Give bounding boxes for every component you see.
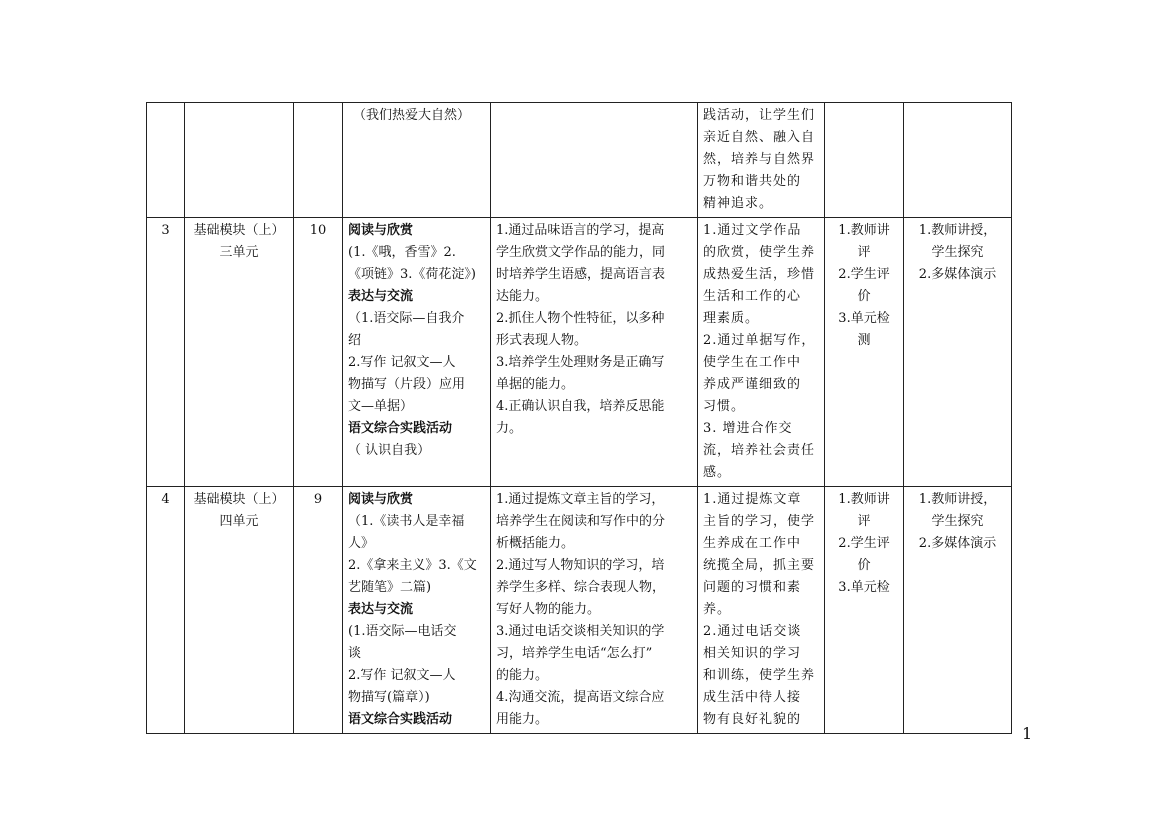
text-line: 基础模块（上） [193, 492, 285, 507]
text-line: 1.教师讲 [838, 492, 890, 507]
text-line: 2.多媒体演示 [918, 267, 997, 282]
text-line: 亲近自然、融入自 [703, 130, 816, 145]
text-line: 统揽全局，抓主要 [703, 558, 816, 573]
text-line: (1.语交际—电话交 [348, 624, 457, 639]
unit-number-cell: 3 [147, 218, 185, 487]
text-line: 养学生多样、综合表现人物， [496, 580, 666, 595]
text-line: 然，培养与自然界 [703, 152, 816, 167]
text-line: 1.教师讲 [838, 223, 890, 238]
text-line: 习，培养学生电话“怎么打” [496, 646, 653, 661]
text-line: 表达与交流 [348, 289, 414, 304]
text-line: 2.学生评 [838, 536, 890, 551]
text-line: 理素质。 [703, 311, 760, 326]
text-line: 物描写（片段）应用 [348, 377, 466, 392]
text-line: 评 [857, 245, 871, 260]
text-line: 2.通过写人物知识的学习，培 [496, 558, 665, 573]
text-line: 力。 [496, 421, 523, 436]
text-line: 成生活中待人接 [703, 690, 802, 705]
text-line: 2.《拿来主义》3.《文 [348, 558, 477, 573]
text-line: 艺随笔》二篇) [348, 580, 432, 595]
quality-goal-cell [698, 218, 825, 487]
text-line: 2.通过电话交谈 [703, 624, 802, 639]
teaching-methods-cell [904, 218, 1012, 487]
text-line: 3.培养学生处理财务是正确写 [496, 355, 665, 370]
text-line: 四单元 [219, 514, 259, 529]
text-line: 培养学生在阅读和写作中的分 [496, 514, 666, 529]
text-line: 用能力。 [496, 712, 549, 727]
hours-cell: 9 [294, 487, 343, 734]
text-line: （我们热爱大自然） [353, 108, 471, 123]
text-line: (1.《哦，香雪》2. [348, 245, 456, 260]
ability-goal-cell [491, 487, 698, 734]
table-row [147, 487, 1012, 734]
ability-goal-cell [491, 103, 698, 218]
content-cell [343, 103, 491, 218]
text-line: 物有良好礼貌的 [703, 712, 802, 727]
text-line: 人》 [348, 536, 375, 551]
text-line: 1.通过提炼文章 [703, 492, 802, 507]
page-number: 1 [1022, 724, 1033, 743]
text-line: （1.《读书人是幸福 [348, 514, 465, 529]
text-line: 生活和工作的心 [703, 289, 802, 304]
text-line: 价 [857, 289, 871, 304]
text-line: 阅读与欣赏 [348, 223, 414, 238]
text-line: 绍 [348, 333, 362, 348]
text-line: 形式表现人物。 [496, 333, 588, 348]
text-line: 写好人物的能力。 [496, 602, 601, 617]
text-line: 三单元 [219, 245, 259, 260]
text-line: 万物和谐共处的 [703, 174, 802, 189]
text-line: 3.单元检 [838, 311, 890, 326]
text-line: 4.正确认识自我，培养反思能 [496, 399, 665, 414]
table-row [147, 103, 1012, 218]
text-line: 基础模块（上） [193, 223, 285, 238]
unit-number-cell [147, 103, 185, 218]
text-line: 3.通过电话交谈相关知识的学 [496, 624, 665, 639]
text-line: 1.教师讲授， [918, 492, 997, 507]
text-line: 语文综合实践活动 [348, 712, 453, 727]
text-line: 析概括能力。 [496, 536, 575, 551]
text-line: 践活动，让学生们 [703, 108, 816, 123]
text-line: 4.沟通交流，提高语文综合应 [496, 690, 665, 705]
text-line: 测 [857, 333, 871, 348]
text-line: 语文综合实践活动 [348, 421, 453, 436]
text-line: 习惯。 [703, 399, 746, 414]
text-line: 表达与交流 [348, 602, 414, 617]
text-line: 学生探究 [931, 514, 984, 529]
text-line: （1.语交际—自我介 [348, 311, 465, 326]
evaluation-cell [825, 103, 904, 218]
table-row [147, 218, 1012, 487]
text-line: 谈 [348, 646, 362, 661]
text-line: 2.通过单据写作， [703, 333, 816, 348]
text-line: 养成严谨细致的 [703, 377, 802, 392]
text-line: 学生欣赏文学作品的能力，同 [496, 245, 666, 260]
hours-cell: 10 [294, 218, 343, 487]
hours-cell [294, 103, 343, 218]
text-line: 2.写作 记叙文—人 [348, 355, 456, 370]
text-line: 文—单据） [348, 399, 414, 414]
ability-goal-cell [491, 218, 698, 487]
module-cell [185, 487, 294, 734]
text-line: 主旨的学习，使学 [703, 514, 816, 529]
course-plan-table [146, 102, 1012, 734]
evaluation-cell [825, 487, 904, 734]
text-line: 相关知识的学习 [703, 646, 802, 661]
text-line: 问题的习惯和素 [703, 580, 802, 595]
text-line: 流，培养社会责任 [703, 443, 816, 458]
text-line: 成热爱生活，珍惜 [703, 267, 816, 282]
text-line: 1.教师讲授， [918, 223, 997, 238]
text-line: 2.多媒体演示 [918, 536, 997, 551]
module-cell [185, 218, 294, 487]
unit-number-cell: 4 [147, 487, 185, 734]
text-line: 时培养学生语感，提高语言表 [496, 267, 666, 282]
text-line: 2.写作 记叙文—人 [348, 668, 456, 683]
text-line: 的欣赏，使学生养 [703, 245, 816, 260]
text-line: 单据的能力。 [496, 377, 575, 392]
text-line: 评 [857, 514, 871, 529]
text-line: 2.学生评 [838, 267, 890, 282]
module-cell [185, 103, 294, 218]
text-line: 1.通过提炼文章主旨的学习， [496, 492, 665, 507]
evaluation-cell [825, 218, 904, 487]
text-line: 和训练，使学生养 [703, 668, 816, 683]
text-line: 精神追求。 [703, 196, 774, 211]
text-line: 达能力。 [496, 289, 549, 304]
text-line: 1.通过文学作品 [703, 223, 802, 238]
text-line: 感。 [703, 465, 732, 480]
text-line: 《项链》3.《荷花淀》) [348, 267, 476, 282]
quality-goal-cell [698, 487, 825, 734]
text-line: 3. 增进合作交 [703, 421, 793, 436]
text-line: 的能力。 [496, 668, 549, 683]
teaching-methods-cell [904, 103, 1012, 218]
content-cell [343, 218, 491, 487]
text-line: 使学生在工作中 [703, 355, 802, 370]
content-cell [343, 487, 491, 734]
text-line: （ 认识自我） [348, 443, 431, 458]
text-line: 2.抓住人物个性特征，以多种 [496, 311, 665, 326]
text-line: 阅读与欣赏 [348, 492, 414, 507]
teaching-methods-cell [904, 487, 1012, 734]
text-line: 物描写(篇章）) [348, 690, 430, 705]
text-line: 1.通过品味语言的学习，提高 [496, 223, 665, 238]
text-line: 3.单元检 [838, 580, 890, 595]
text-line: 价 [857, 558, 871, 573]
text-line: 生养成在工作中 [703, 536, 802, 551]
text-line: 养。 [703, 602, 732, 617]
text-line: 学生探究 [931, 245, 984, 260]
quality-goal-cell [698, 103, 825, 218]
